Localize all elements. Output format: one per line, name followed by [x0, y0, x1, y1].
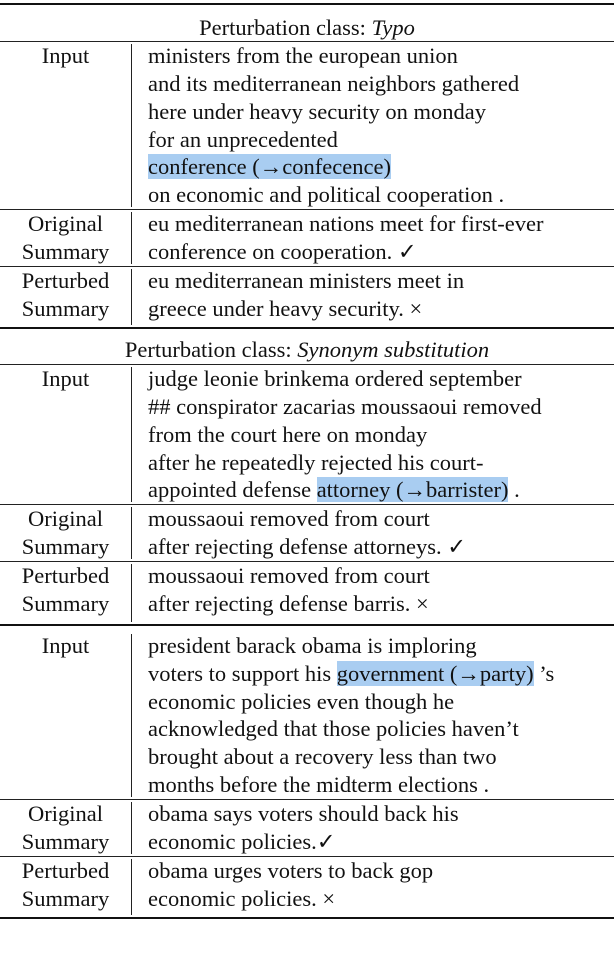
perturbation-examples-table — [0, 3, 614, 919]
text-segment: . — [508, 477, 520, 503]
text-line — [148, 828, 614, 856]
text-segment: moussaoui removed from court — [148, 506, 430, 532]
table-row — [0, 42, 614, 209]
text-line — [148, 267, 614, 295]
row-text — [131, 562, 614, 624]
text-line — [148, 800, 614, 828]
text-line — [148, 181, 614, 209]
row-label — [0, 857, 131, 913]
row-text — [131, 267, 614, 327]
row-label — [0, 210, 131, 266]
row-text — [131, 800, 614, 856]
text-segment: obama urges voters to back gop — [148, 857, 434, 883]
row-text — [131, 42, 614, 209]
row-label — [0, 632, 131, 799]
text-segment: acknowledged that those policies haven’t — [148, 716, 519, 742]
header-prefix: Perturbation class: — [124, 336, 298, 362]
row-label-line: Original — [28, 801, 103, 826]
text-segment: from the court here on monday — [148, 421, 428, 447]
text-segment: and its mediterranean neighbors gathered — [148, 71, 520, 97]
table-row — [0, 626, 614, 799]
text-line — [148, 126, 614, 154]
text-segment: after he repeatedly rejected his court- — [148, 449, 484, 475]
text-line — [148, 42, 614, 70]
text-segment: judge leonie brinkema ordered september — [148, 366, 522, 392]
row-label-line: Summary — [21, 534, 110, 560]
row-label — [0, 42, 131, 209]
row-label-line: Perturbed — [21, 563, 110, 589]
row-text — [131, 857, 614, 918]
text-line — [148, 238, 614, 266]
text-line — [148, 210, 614, 238]
row-label — [0, 562, 131, 618]
section-header — [0, 329, 614, 364]
section-rule — [0, 917, 614, 919]
row-text — [131, 632, 614, 799]
row-label-line: Summary — [21, 828, 110, 854]
text-segment: voters to support his — [148, 660, 337, 686]
text-line — [148, 533, 614, 561]
table-row — [0, 800, 614, 856]
table-row — [0, 365, 614, 504]
highlighted-perturbation: government (→party) — [336, 660, 534, 686]
text-segment: eu mediterranean ministers meet in — [148, 268, 465, 294]
row-label — [0, 505, 131, 561]
text-line — [148, 688, 614, 716]
text-segment: president barack obama is imploring — [148, 632, 477, 658]
row-text — [131, 505, 614, 561]
text-segment: economic policies.✓ — [148, 828, 336, 854]
row-label-line: Input — [41, 43, 90, 69]
text-segment: after rejecting defense barris. × — [148, 591, 429, 617]
text-segment: here under heavy security on monday — [148, 98, 487, 124]
text-segment: moussaoui removed from court — [148, 563, 430, 589]
text-segment: obama says voters should back his — [148, 801, 459, 826]
text-line — [148, 715, 614, 743]
highlighted-perturbation: attorney (→barrister) — [316, 477, 509, 503]
text-segment: months before the midterm elections . — [148, 771, 490, 797]
header-class-name: Synonym substitution — [297, 336, 490, 362]
text-line — [148, 660, 614, 688]
text-segment: eu mediterranean nations meet for first-ever — [148, 211, 544, 237]
row-label — [0, 800, 131, 856]
section-header — [0, 5, 614, 41]
row-label-line: Summary — [21, 296, 110, 322]
text-line — [148, 743, 614, 771]
text-line — [148, 153, 614, 181]
text-segment: brought about a recovery less than two — [148, 744, 497, 770]
row-label-line: Perturbed — [21, 268, 110, 294]
table-row — [0, 505, 614, 561]
text-segment: economic policies even though he — [148, 688, 455, 714]
text-line — [148, 421, 614, 449]
text-line — [148, 449, 614, 477]
text-segment: on economic and political cooperation . — [148, 182, 505, 208]
text-line — [148, 632, 614, 660]
text-line — [148, 885, 614, 913]
table-row — [0, 210, 614, 266]
row-text — [131, 365, 614, 504]
text-line — [148, 70, 614, 98]
text-segment: economic policies. × — [148, 885, 336, 911]
text-line — [148, 98, 614, 126]
text-segment: for an unprecedented — [148, 126, 338, 152]
text-segment: ’s — [533, 660, 555, 686]
text-segment: after rejecting defense attorneys. ✓ — [148, 534, 467, 560]
row-label-line: Input — [41, 632, 90, 658]
text-segment: greece under heavy security. × — [148, 296, 423, 322]
row-label — [0, 365, 131, 504]
row-label-line: Original — [28, 211, 103, 237]
text-line — [148, 562, 614, 590]
row-label-line: Summary — [21, 591, 110, 617]
table-row — [0, 562, 614, 624]
header-class-name: Typo — [371, 15, 415, 40]
text-line — [148, 771, 614, 799]
header-prefix: Perturbation class: — [199, 15, 372, 40]
row-label-line: Summary — [21, 885, 110, 911]
row-text — [131, 210, 614, 266]
text-segment: ministers from the european union — [148, 43, 458, 69]
table-row — [0, 267, 614, 327]
row-label-line: Perturbed — [21, 857, 110, 883]
text-segment: appointed defense — [148, 477, 317, 503]
text-line — [148, 393, 614, 421]
text-line — [148, 295, 614, 323]
text-line — [148, 590, 614, 618]
row-label-line: Summary — [21, 239, 110, 265]
text-line — [148, 365, 614, 393]
text-line — [148, 505, 614, 533]
row-label — [0, 267, 131, 323]
row-label-line: Original — [28, 506, 103, 532]
row-label-line: Input — [41, 366, 90, 392]
highlighted-perturbation: conference (→confecence) — [148, 154, 391, 180]
table-row — [0, 857, 614, 918]
text-line — [148, 857, 614, 885]
text-line — [148, 476, 614, 504]
text-segment: ## conspirator zacarias moussaoui removed — [148, 393, 542, 419]
text-segment: conference on cooperation. ✓ — [148, 239, 417, 265]
